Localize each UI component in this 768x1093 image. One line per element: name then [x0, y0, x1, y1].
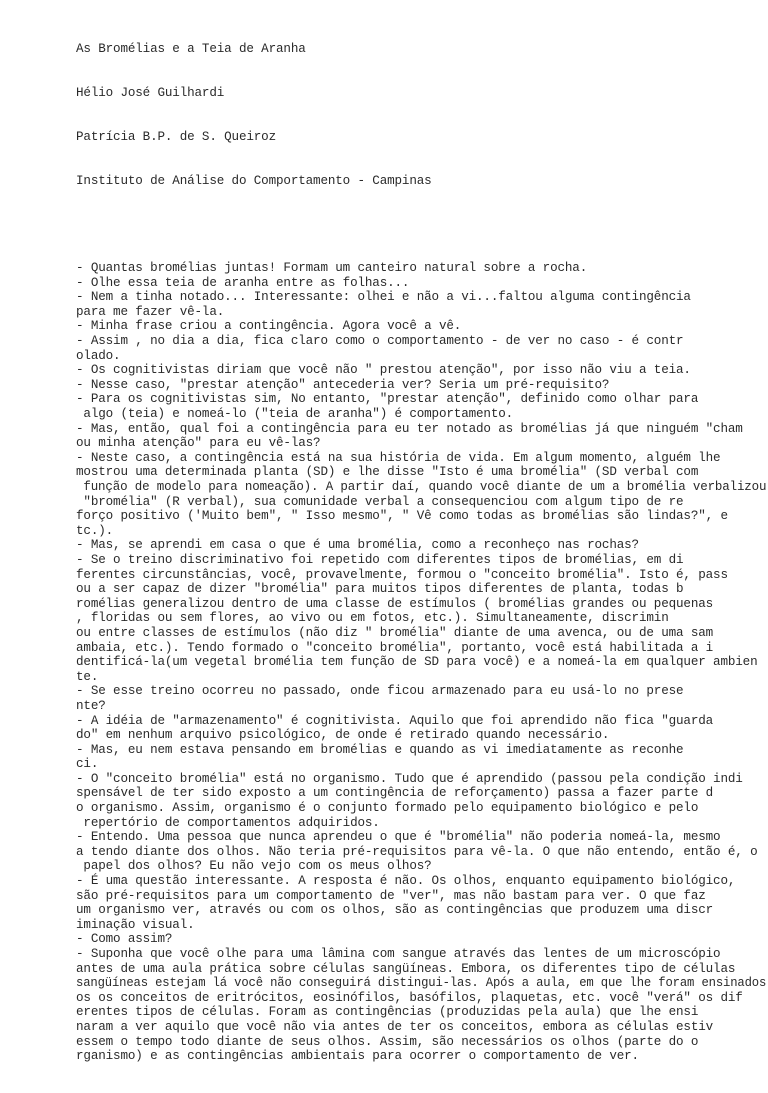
body-line: - Mas, então, qual foi a contingência para eu ter notado as bromélias já que ninguém "cham	[76, 421, 743, 436]
body-line: - Assim , no dia a dia, fica claro como o comportamento - de ver no caso - é contr	[76, 334, 684, 349]
institution-name: Instituto de Análise do Comportamento - Campinas	[76, 173, 432, 188]
body-line: - Mas, eu nem estava pensando em bromélias e quando as vi imediatamente as reconhe	[76, 742, 684, 757]
body-line: nte?	[76, 698, 106, 713]
body-line: ferentes circunstâncias, você, provavelmente, formou o "conceito bromélia". Isto é, pass	[76, 567, 728, 582]
body-line: dentificá-la(um vegetal bromélia tem função de SD para você) e a nomeá-la em qualquer ambien	[76, 655, 758, 670]
body-line: ou minha atenção" para eu vê-las?	[76, 436, 321, 451]
body-line: a tendo diante dos olhos. Não teria pré-requisitos para vê-la. O que não entendo, então é, o	[76, 844, 758, 859]
author-name: Patrícia B.P. de S. Queiroz	[76, 129, 277, 144]
dialogue-body	[76, 261, 766, 1064]
body-line: - Suponha que você olhe para uma lâmina com sangue através das lentes de um microscópio	[76, 947, 721, 961]
body-line: te.	[76, 669, 99, 684]
body-line: - Entendo. Uma pessoa que nunca aprendeu o que é "bromélia" não poderia nomeá-la, mesmo	[76, 830, 721, 845]
body-line: para me fazer vê-la.	[76, 304, 225, 319]
body-line: ambaia, etc.). Tendo formado o "conceito bromélia", portanto, você está habilitada a i	[76, 640, 714, 655]
body-line: - O "conceito bromélia" está no organismo. Tudo que é aprendido (passou pela condição indi	[76, 771, 743, 786]
body-line: - A idéia de "armazenamento" é cognitivista. Aquilo que foi aprendido não fica "guarda	[76, 713, 714, 728]
body-line: - Como assim?	[76, 932, 173, 947]
body-line: forço positivo ('Muito bem", " Isso mesmo", " Vê como todas as bromélias são lindas?", e	[76, 509, 728, 524]
body-line: do" em nenhum arquivo psicológico, de onde é retirado quando necessário.	[76, 728, 610, 743]
body-line: sangüíneas estejam lá você não conseguirá distingui-las. Após a aula, em que lhe foram ensinados	[76, 976, 767, 991]
body-line: - Minha frase criou a contingência. Agora você a vê.	[76, 319, 462, 334]
body-line: , floridas ou sem flores, ao vivo ou em fotos, etc.). Simultaneamente, discrimin	[76, 611, 669, 626]
document-text	[76, 13, 766, 1093]
body-line: os os conceitos de eritrócitos, eosinófilos, basófilos, plaquetas, etc. você "verá" os dif	[76, 990, 743, 1005]
body-line: essem o tempo todo diante de seus olhos. Assim, são necessários os olhos (parte do o	[76, 1034, 699, 1049]
body-line: - Mas, se aprendi em casa o que é uma bromélia, como a reconheço nas rochas?	[76, 538, 639, 553]
body-line: - Os cognitivistas diriam que você não " prestou atenção", por isso não viu a teia.	[76, 363, 691, 378]
body-line: romélias generalizou dentro de uma classe de estímulos ( bromélias grandes ou pequenas	[76, 596, 714, 611]
body-line: - É uma questão interessante. A resposta é não. Os olhos, enquanto equipamento biológico,	[76, 874, 736, 889]
body-line: um organismo ver, através ou com os olhos, são as contingências que produzem uma discr	[76, 903, 714, 918]
body-line: - Quantas bromélias juntas! Formam um canteiro natural sobre a rocha.	[76, 261, 588, 276]
body-line: naram a ver aquilo que você não via antes de ter os conceitos, embora as células estiv	[76, 1019, 714, 1034]
author-name: Hélio José Guilhardi	[76, 85, 225, 100]
body-line: - Se o treino discriminativo foi repetido com diferentes tipos de bromélias, em di	[76, 552, 684, 567]
body-line: algo (teia) e nomeá-lo ("teia de aranha") é comportamento.	[76, 407, 514, 422]
paragraph-spacer	[76, 217, 766, 232]
body-line: olado.	[76, 348, 121, 363]
body-line: - Nesse caso, "prestar atenção" antecederia ver? Seria um pré-requisito?	[76, 377, 610, 392]
body-line: - Para os cognitivistas sim, No entanto, "prestar atenção", definido como olhar para	[76, 392, 699, 407]
body-line: iminação visual.	[76, 917, 195, 932]
body-line: antes de uma aula prática sobre células sangüíneas. Embora, os diferentes tipo de células	[76, 961, 736, 976]
body-line: o organismo. Assim, organismo é o conjunto formado pelo equipamento biológico e pelo	[76, 801, 699, 816]
body-line: rganismo) e as contingências ambientais para ocorrer o comportamento de ver.	[76, 1049, 639, 1064]
document-title: As Bromélias e a Teia de Aranha	[76, 42, 306, 57]
body-line: ou entre classes de estímulos (não diz " bromélia" diante de uma avenca, ou de uma sam	[76, 625, 714, 640]
body-line: - Neste caso, a contingência está na sua história de vida. Em algum momento, alguém lhe	[76, 450, 721, 465]
body-line: spensável de ter sido exposto a um contingência de reforçamento) passa a fazer parte d	[76, 786, 714, 801]
body-line: - Olhe essa teia de aranha entre as folhas...	[76, 275, 410, 290]
body-line: função de modelo para nomeação). A partir daí, quando você diante de um a bromélia verbalizou	[76, 480, 767, 494]
body-line: repertório de comportamentos adquiridos.	[76, 815, 380, 830]
body-line: - Se esse treino ocorreu no passado, onde ficou armazenado para eu usá-lo no prese	[76, 684, 684, 699]
body-line: "bromélia" (R verbal), sua comunidade verbal a consequenciou com algum tipo de re	[76, 494, 684, 509]
body-line: ci.	[76, 757, 99, 772]
body-line: erentes tipos de células. Foram as contingências (produzidas pela aula) que lhe ensi	[76, 1005, 699, 1020]
body-line: papel dos olhos? Eu não vejo com os meus olhos?	[76, 859, 432, 874]
body-line: ou a ser capaz de dizer "bromélia" para muitos tipos diferentes de planta, todas b	[76, 582, 684, 597]
body-line: - Nem a tinha notado... Interessante: olhei e não a vi...faltou alguma contingência	[76, 290, 691, 305]
body-line: tc.).	[76, 523, 114, 538]
body-line: mostrou uma determinada planta (SD) e lhe disse "Isto é uma bromélia" (SD verbal com	[76, 465, 699, 480]
body-line: são pré-requisitos para um comportamento de "ver", mas não bastam para ver. O que faz	[76, 888, 706, 903]
